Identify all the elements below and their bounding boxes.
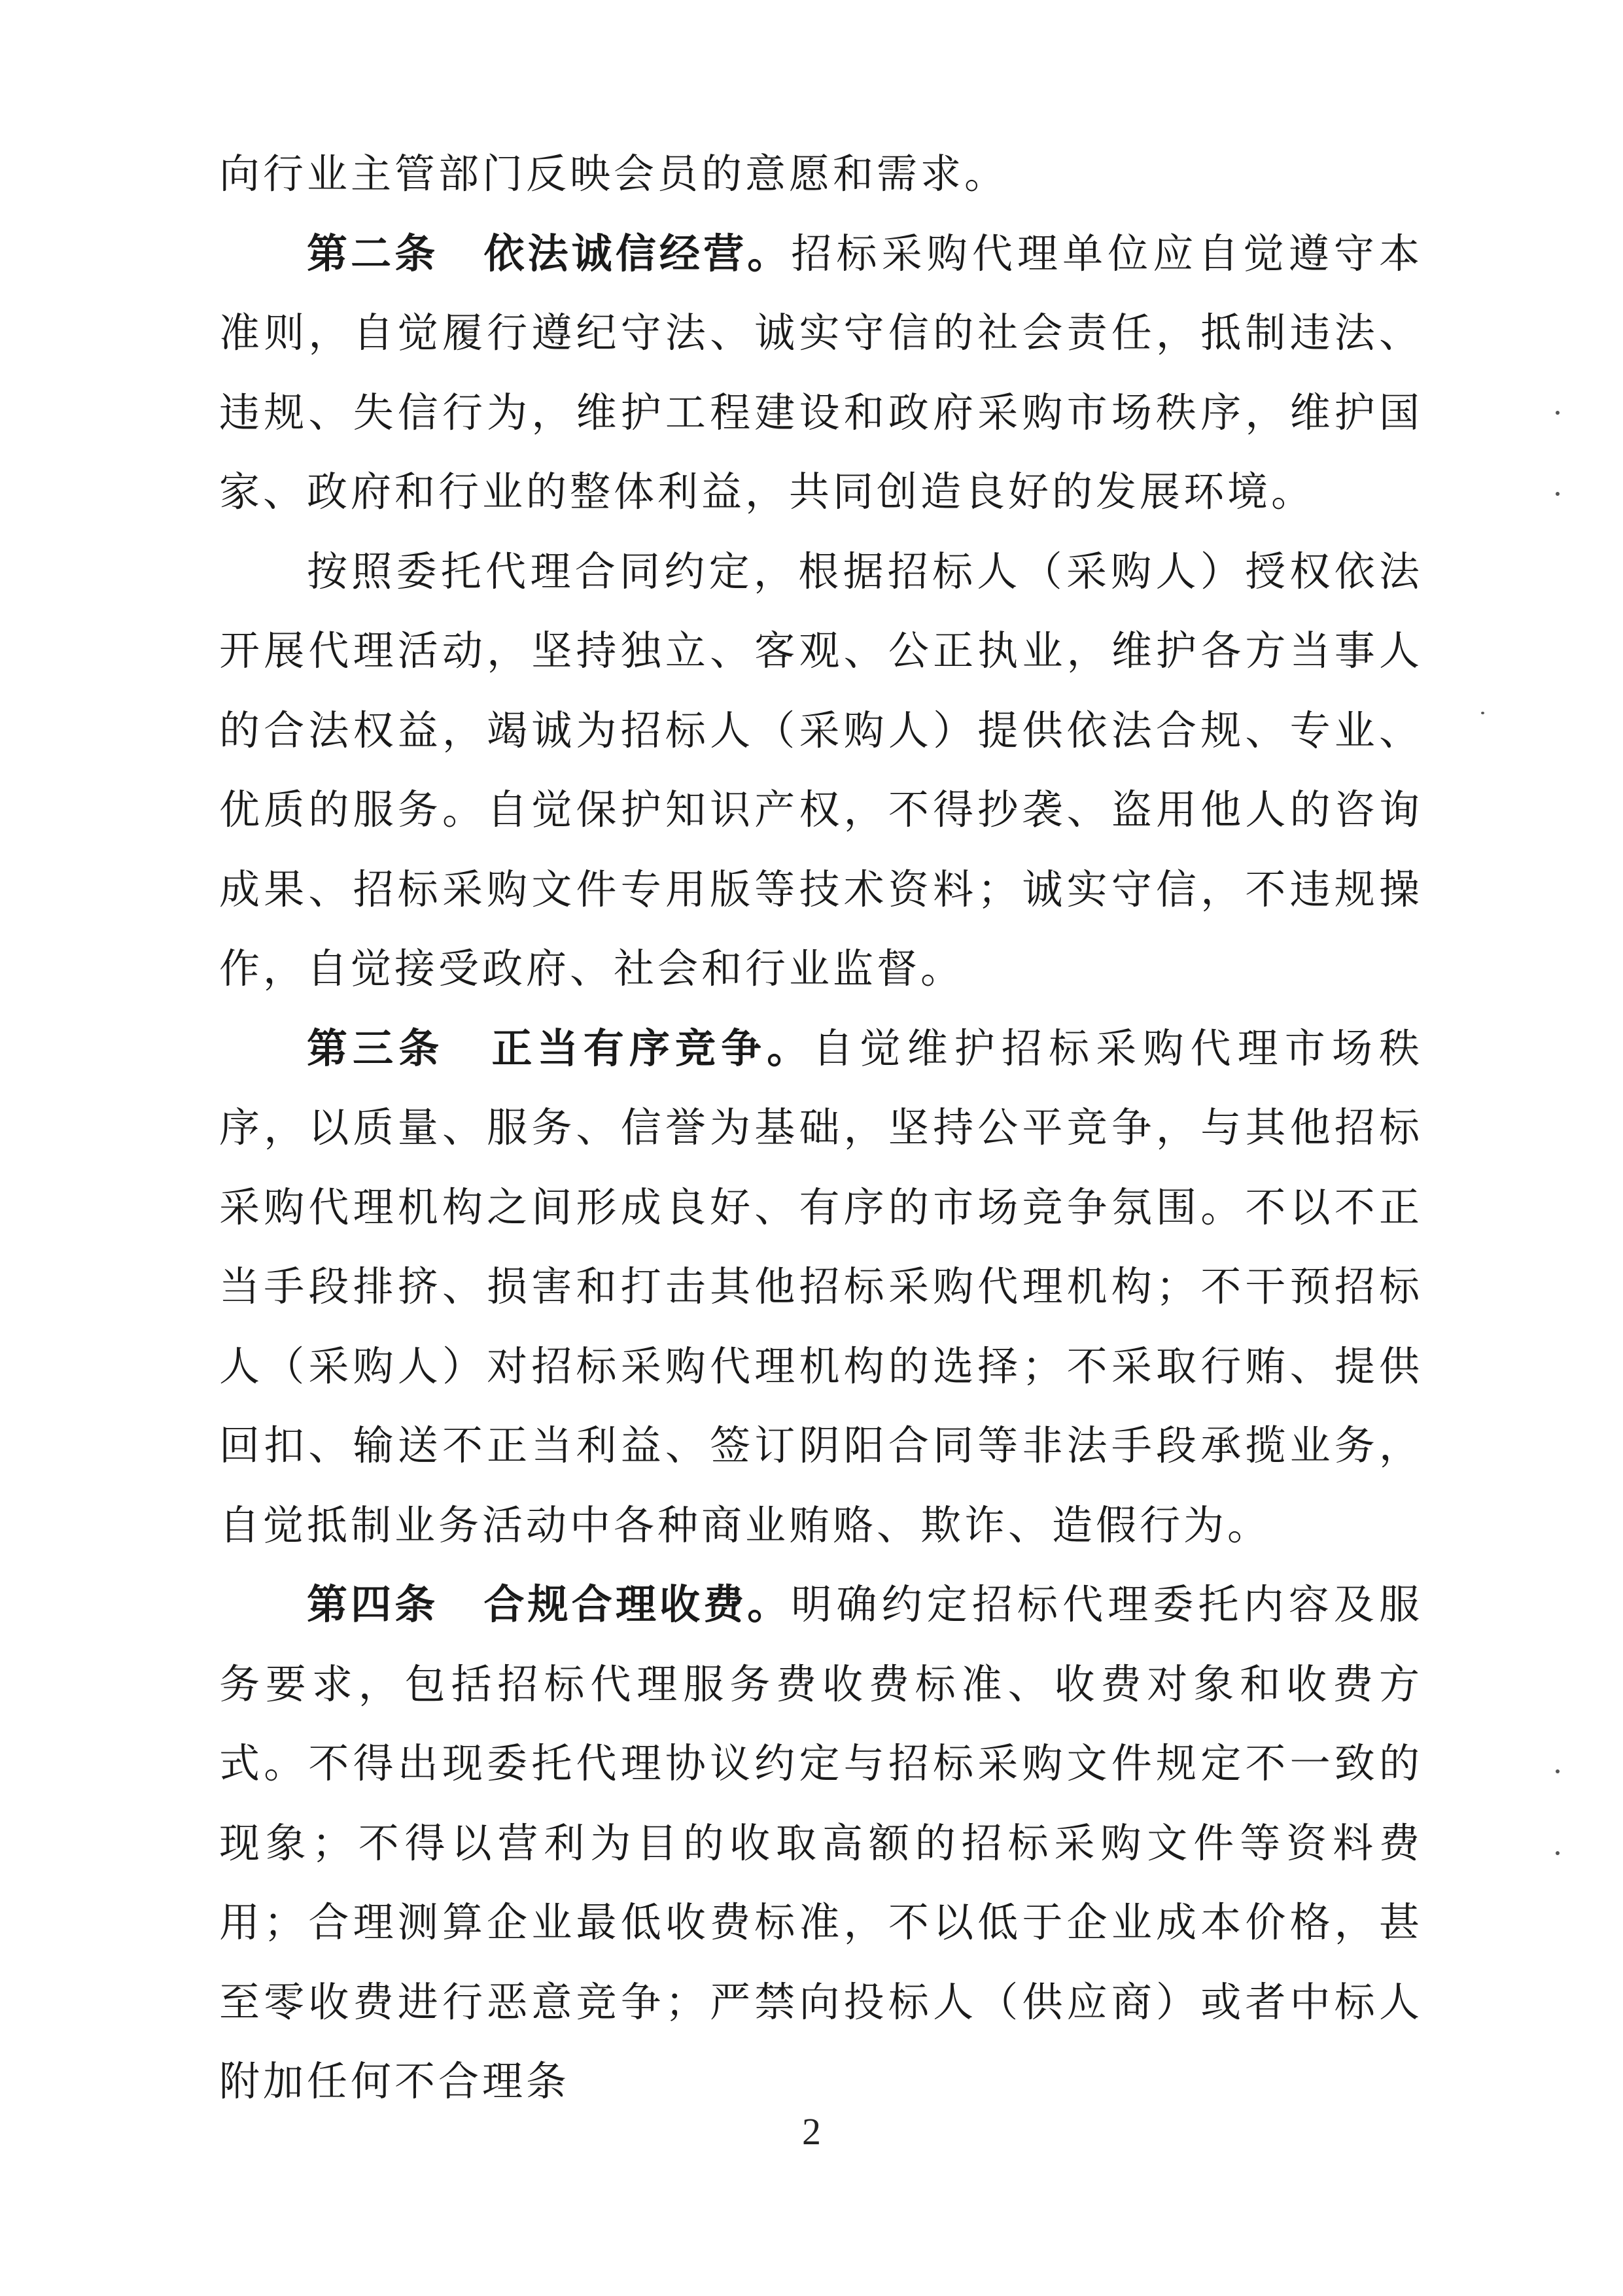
article-number: 第二条 bbox=[307, 229, 439, 277]
article-2-subparagraph bbox=[219, 532, 1423, 1009]
paragraph-text: 明确约定招标代理委托内容及服务要求，包括招标代理服务费收费标准、收费对象和收费方式。不得出现委托代理协议约定与招标采购文件规定不一致的现象；不得以营利为目的收取高额的招标采购文件等资料费用；合理测算企业最低收费标准，不以低于企业成本价格，甚至零收费进行恶意竞争；严禁向投标人（供应商）或者中标人附加任何不合理条 bbox=[219, 1580, 1423, 2105]
scan-speck bbox=[1556, 492, 1560, 496]
paragraph-text: 向行业主管部门反映会员的意愿和需求。 bbox=[219, 150, 1009, 198]
article-4-paragraph bbox=[219, 1565, 1423, 2121]
article-heading: 依法诚信经营。 bbox=[482, 229, 792, 277]
paragraph-continuation bbox=[219, 134, 1423, 214]
article-2-paragraph bbox=[219, 214, 1423, 532]
body-text bbox=[219, 134, 1423, 2121]
article-heading: 合规合理收费。 bbox=[482, 1580, 792, 1628]
article-number: 第三条 bbox=[307, 1024, 445, 1072]
scan-speck bbox=[1556, 1851, 1560, 1855]
article-heading: 正当有序竞争。 bbox=[488, 1024, 813, 1072]
scan-speck bbox=[1556, 1769, 1560, 1773]
paragraph-text: 自觉维护招标采购代理市场秩序，以质量、服务、信誉为基础，坚持公平竞争，与其他招标采购代理机构之间形成良好、有序的市场竞争氛围。不以不正当手段排挤、损害和打击其他招标采购代理机构；不干预招标人（采购人）对招标采购代理机构的选择；不采取行贿、提供回扣、输送不正当利益、签订阴阳合同等非法手段承揽业务，自觉抵制业务活动中各种商业贿赂、欺诈、造假行为。 bbox=[219, 1024, 1423, 1549]
article-3-paragraph bbox=[219, 1009, 1423, 1565]
scan-speck bbox=[1556, 411, 1560, 415]
article-number: 第四条 bbox=[307, 1580, 439, 1628]
page-number: 2 bbox=[802, 2110, 821, 2153]
scan-speck bbox=[1481, 712, 1484, 714]
paragraph-text: 招标采购代理单位应自觉遵守本准则，自觉履行遵纪守法、诚实守信的社会责任，抵制违法、违规、失信行为，维护工程建设和政府采购市场秩序，维护国家、政府和行业的整体利益，共同创造良好的发展环境。 bbox=[219, 229, 1423, 515]
paragraph-text: 按照委托代理合同约定，根据招标人（采购人）授权依法开展代理活动，坚持独立、客观、公正执业，维护各方当事人的合法权益，竭诚为招标人（采购人）提供依法合规、专业、优质的服务。自觉保护知识产权，不得抄袭、盗用他人的咨询成果、招标采购文件专用版等技术资料；诚实守信，不违规操作，自觉接受政府、社会和行业监督。 bbox=[219, 547, 1423, 992]
